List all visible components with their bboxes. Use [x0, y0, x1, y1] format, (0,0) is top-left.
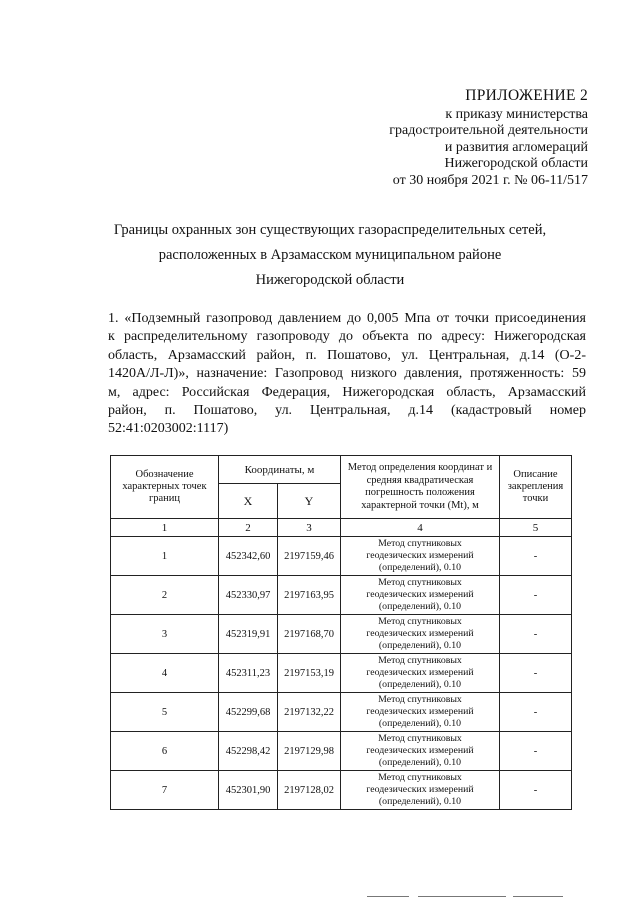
point-description: -: [500, 693, 572, 732]
point-description: -: [500, 771, 572, 810]
point-description: -: [500, 732, 572, 771]
table-row: [111, 576, 572, 615]
document-heading: [60, 218, 600, 293]
table-row: [111, 537, 572, 576]
method-line: (определений), 0.10: [378, 679, 462, 691]
method-line: Метод спутниковых: [378, 576, 462, 588]
header-line: от 30 ноября 2021 г. № 06-11/517: [392, 172, 588, 188]
column-number: 3: [278, 519, 341, 537]
method-line: геодезических измерений: [366, 744, 474, 756]
method-cell: [341, 771, 500, 810]
coord-y: 2197159,46: [278, 537, 341, 576]
method-line: геодезических измерений: [366, 783, 474, 795]
method-cell: [341, 576, 500, 615]
method-cell: [341, 537, 500, 576]
header-line: Нижегородской области: [444, 156, 588, 172]
point-description: -: [500, 615, 572, 654]
scan-artifact-line: [367, 896, 409, 897]
column-number: 4: [341, 519, 500, 537]
coord-x: 452301,90: [219, 771, 278, 810]
method-line: геодезических измерений: [366, 549, 474, 561]
point-number: 1: [111, 537, 219, 576]
scan-artifact-line: [418, 896, 506, 897]
object-description: [108, 310, 586, 439]
heading-line: расположенных в Арзамасском муниципальном районе: [158, 247, 502, 263]
point-number: 3: [111, 615, 219, 654]
table-row: [111, 654, 572, 693]
method-cell: [341, 615, 500, 654]
point-number: 2: [111, 576, 219, 615]
header-coordinates: Координаты, м: [219, 456, 341, 484]
coord-x: 452330,97: [219, 576, 278, 615]
method-line: (определений), 0.10: [378, 757, 462, 769]
coord-x: 452311,23: [219, 654, 278, 693]
table-row: [111, 615, 572, 654]
heading-line: Нижегородской области: [255, 272, 405, 288]
point-description: -: [500, 654, 572, 693]
coord-x: 452342,60: [219, 537, 278, 576]
paragraph-line: 52:41:0203002:1117): [108, 421, 229, 437]
method-line: (определений), 0.10: [378, 796, 462, 808]
column-number: 5: [500, 519, 572, 537]
method-line: (определений), 0.10: [378, 640, 462, 652]
method-cell: [341, 693, 500, 732]
point-number: 5: [111, 693, 219, 732]
header-y: Y: [278, 484, 341, 519]
coord-y: 2197129,98: [278, 732, 341, 771]
method-line: Метод спутниковых: [378, 732, 462, 744]
appendix-title: ПРИЛОЖЕНИЕ 2: [465, 87, 588, 104]
method-line: (определений), 0.10: [378, 562, 462, 574]
coord-x: 452319,91: [219, 615, 278, 654]
coord-x: 452298,42: [219, 732, 278, 771]
coord-y: 2197163,95: [278, 576, 341, 615]
point-number: 7: [111, 771, 219, 810]
scan-artifact-line: [513, 896, 563, 897]
appendix-header: [389, 88, 588, 190]
method-line: Метод спутниковых: [378, 654, 462, 666]
method-line: Метод спутниковых: [378, 615, 462, 627]
paragraph-line: 1. «Подземный газопровод давлением до 0,005 Мпа от точки присоединения: [108, 311, 586, 326]
header-line: и развития агломераций: [444, 139, 588, 155]
method-line: геодезических измерений: [366, 705, 474, 717]
method-cell: [341, 732, 500, 771]
paragraph-line: район, п. Пошатово, ул. Центральная, д.14 (кадастровый номер: [108, 403, 586, 419]
table-row: [111, 771, 572, 810]
header-x: X: [219, 484, 278, 519]
header-method: Метод определения координат и средняя квадратическая погрешность положения характерной точки (Mt), м: [341, 456, 500, 519]
method-line: геодезических измерений: [366, 666, 474, 678]
table-row: [111, 732, 572, 771]
coord-x: 452299,68: [219, 693, 278, 732]
method-line: Метод спутниковых: [378, 771, 462, 783]
header-description: Описание закрепления точки: [500, 456, 572, 519]
method-line: (определений), 0.10: [378, 601, 462, 613]
method-line: Метод спутниковых: [378, 693, 462, 705]
coord-y: 2197153,19: [278, 654, 341, 693]
paragraph-line: область, Арзамасский район, п. Пошатово, ул. Центральная, д.14 (О-2-: [108, 347, 586, 363]
method-line: Метод спутниковых: [378, 537, 462, 549]
coord-y: 2197132,22: [278, 693, 341, 732]
method-cell: [341, 654, 500, 693]
paragraph-line: м, адрес: Российская Федерация, Нижегородская область, Арзамасский: [108, 384, 586, 400]
coordinates-table: [110, 455, 572, 810]
method-line: геодезических измерений: [366, 588, 474, 600]
point-number: 6: [111, 732, 219, 771]
header-line: градостроительной деятельности: [389, 123, 588, 139]
point-description: -: [500, 537, 572, 576]
coord-y: 2197168,70: [278, 615, 341, 654]
point-number: 4: [111, 654, 219, 693]
header-line: к приказу министерства: [445, 106, 588, 122]
method-line: геодезических измерений: [366, 627, 474, 639]
column-number: 1: [111, 519, 219, 537]
method-line: (определений), 0.10: [378, 718, 462, 730]
header-designation: Обозначение характерных точек границ: [111, 456, 219, 519]
paragraph-line: 1420А/Л-Л)», назначение: Газопровод низкого давления, протяженность: 59: [108, 366, 586, 382]
paragraph-line: к распределительному газопроводу до объекта по адресу: Нижегородская: [108, 329, 586, 345]
table-row: [111, 693, 572, 732]
coord-y: 2197128,02: [278, 771, 341, 810]
heading-line: Границы охранных зон существующих газораспределительных сетей,: [113, 222, 547, 238]
point-description: -: [500, 576, 572, 615]
column-numbers-row: [111, 519, 572, 537]
column-number: 2: [219, 519, 278, 537]
